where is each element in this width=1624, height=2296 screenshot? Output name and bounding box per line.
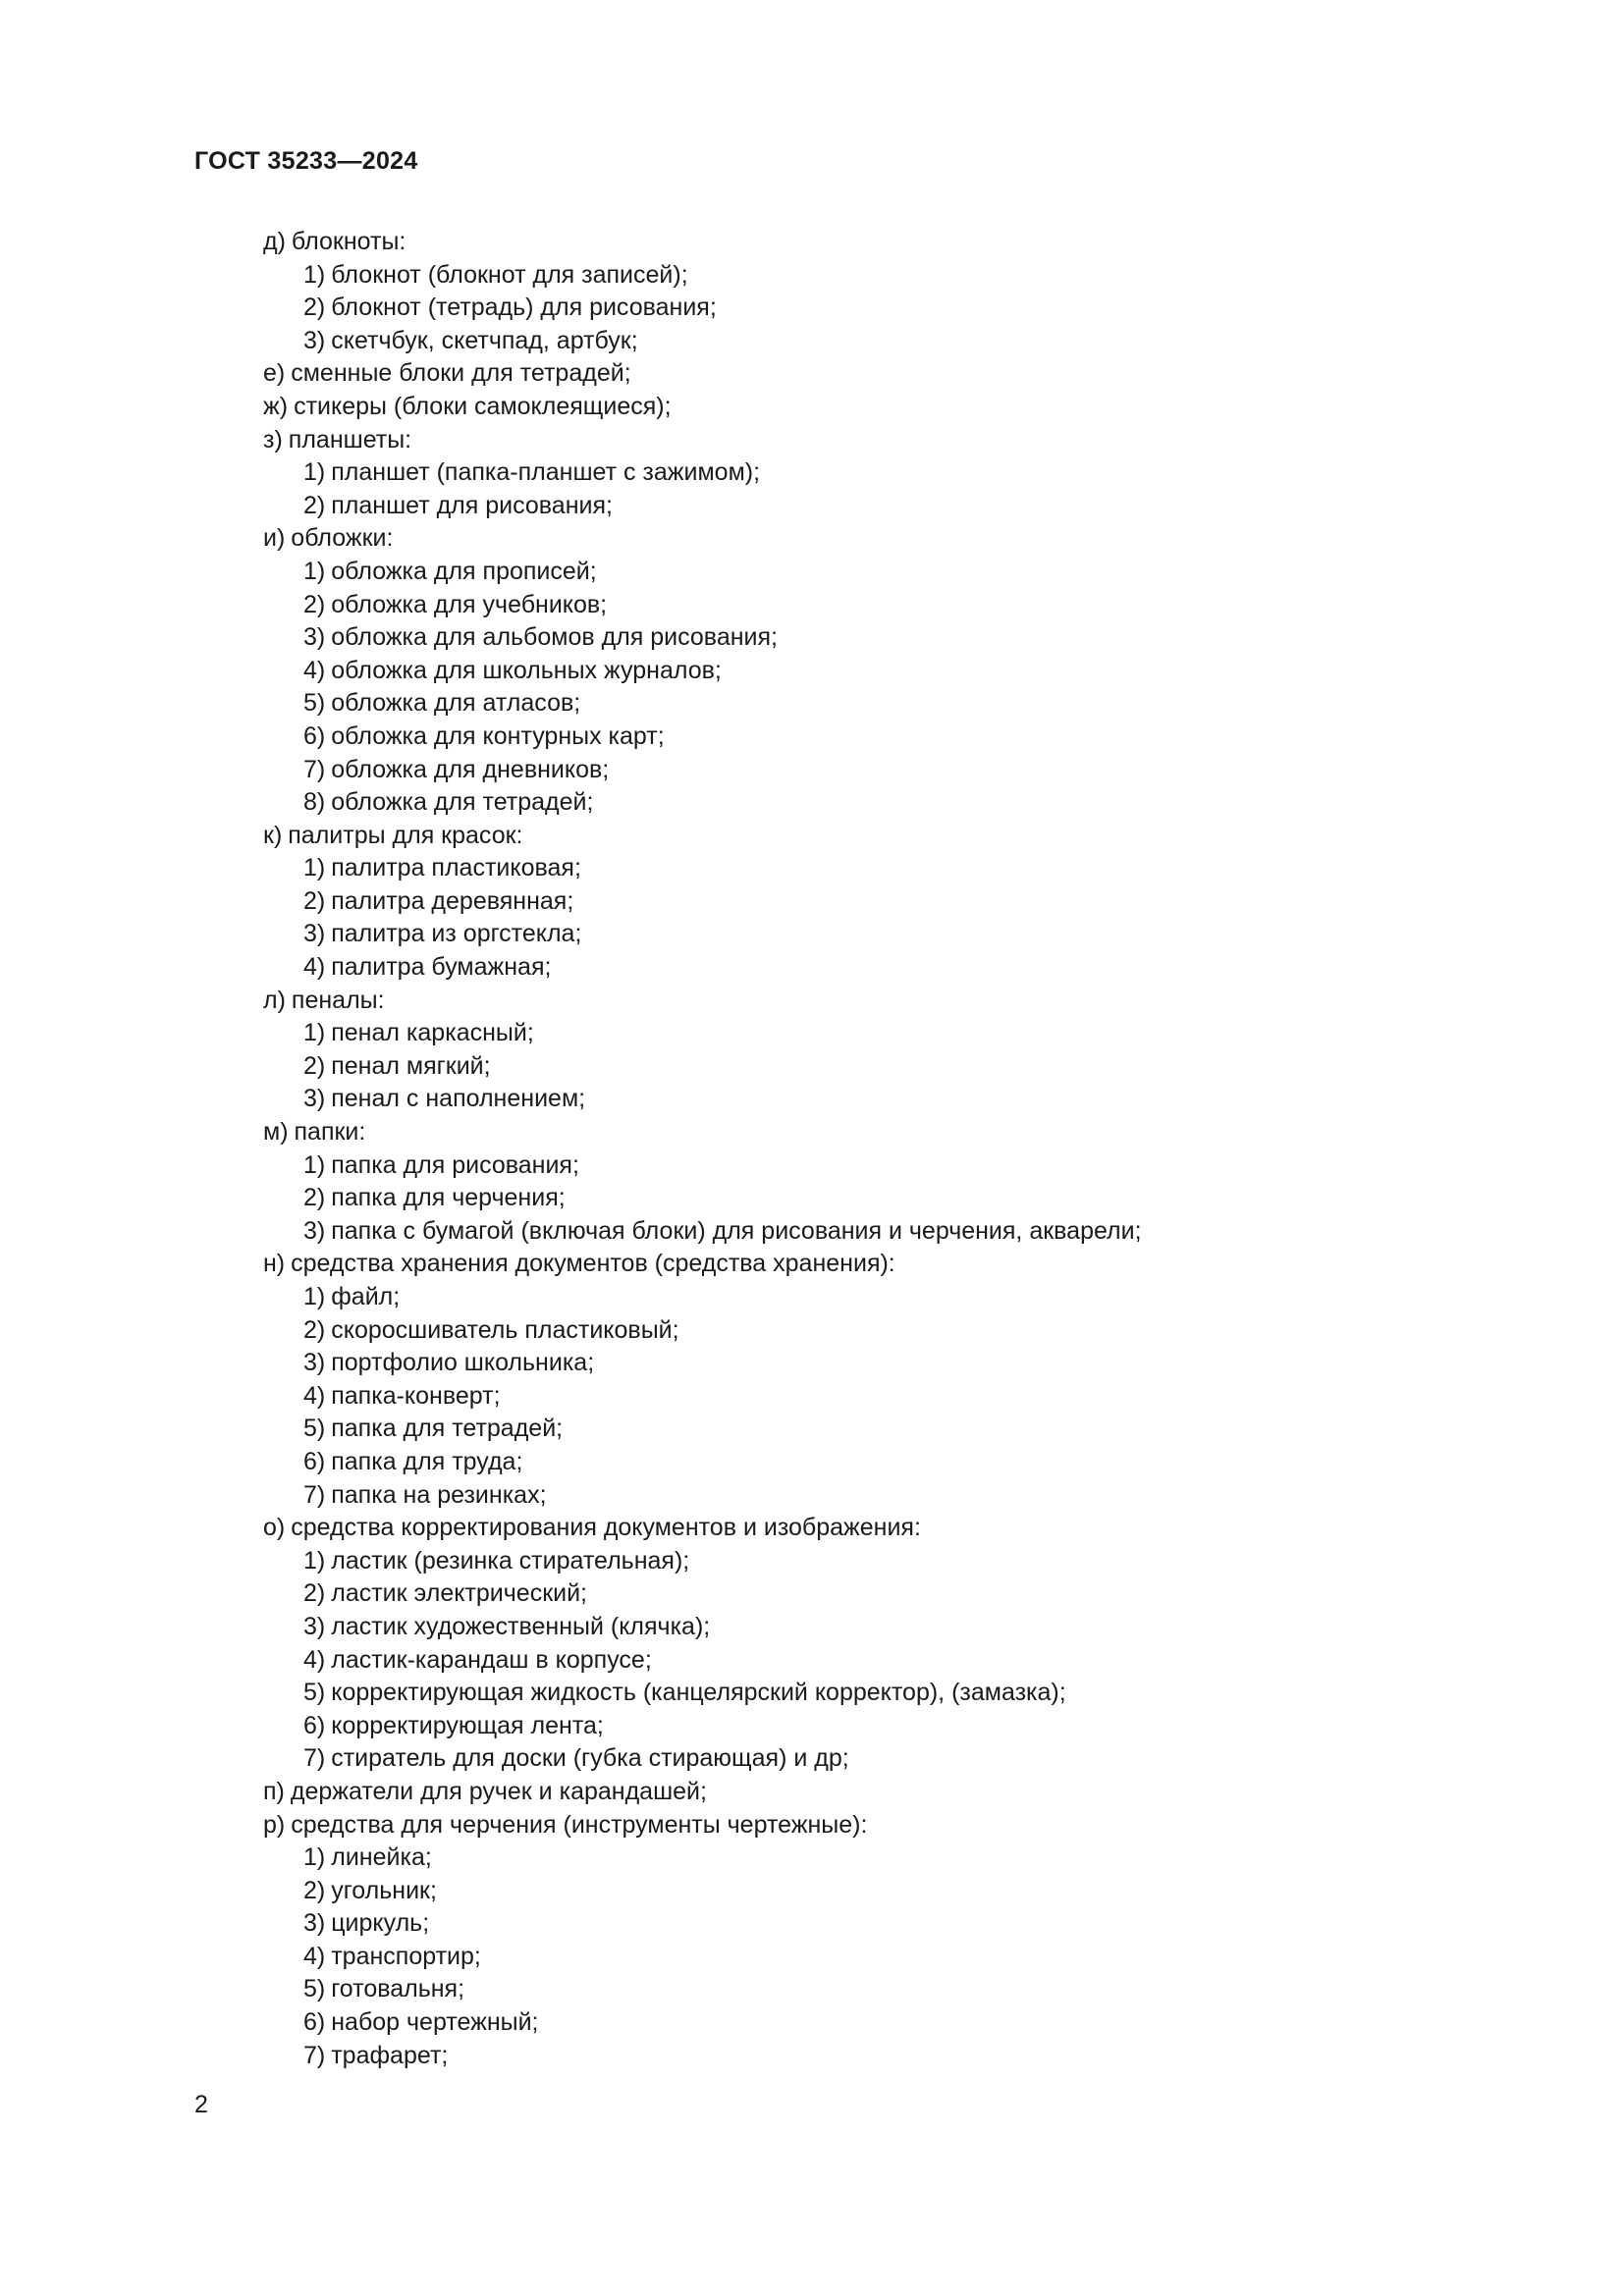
list-marker: 4) <box>303 1381 326 1410</box>
list-item-text: скетчбук, скетчпад, артбук; <box>331 326 638 354</box>
list-item-text: сменные блоки для тетрадей; <box>291 359 631 388</box>
list-marker: 3) <box>303 326 326 354</box>
list-item-text: ластик (резинка стирательная); <box>331 1546 690 1575</box>
list-item-text: папка для черчения; <box>331 1184 566 1212</box>
list-item-text: скоросшиватель пластиковый; <box>331 1315 679 1344</box>
list-item-text: циркуль; <box>331 1909 430 1938</box>
document-header: ГОСТ 35233—2024 <box>194 147 418 175</box>
list-marker: 3) <box>303 1909 326 1938</box>
list-item-text: пенал с наполнением; <box>331 1085 586 1113</box>
list-subitem <box>263 1347 1481 1380</box>
list-marker: 5) <box>303 1415 326 1443</box>
list-subitem <box>263 1545 1481 1578</box>
list-marker: 5) <box>303 1975 326 2003</box>
list-marker: 3) <box>303 1085 326 1113</box>
list-item-text: планшет для рисования; <box>331 491 613 519</box>
list-item <box>263 1248 1481 1281</box>
list-marker: м) <box>263 1118 289 1147</box>
list-subitem <box>263 1215 1481 1249</box>
list-marker: 2) <box>303 1315 326 1344</box>
list-subitem <box>263 490 1481 523</box>
list-item <box>263 1776 1481 1809</box>
list-item-text: портфолио школьника; <box>331 1349 595 1377</box>
list-marker: 1) <box>303 260 326 289</box>
list-subitem <box>263 2040 1481 2073</box>
list-marker: 2) <box>303 294 326 322</box>
list-marker: 6) <box>303 2008 326 2037</box>
list-subitem <box>263 1677 1481 1710</box>
list-marker: 1) <box>303 1546 326 1575</box>
list-subitem <box>263 885 1481 919</box>
list-subitem <box>263 1182 1481 1215</box>
list-item-text: обложка для школьных журналов; <box>331 656 722 684</box>
list-subitem <box>263 1479 1481 1513</box>
list-item-text: стикеры (блоки самоклеящиеся); <box>294 392 672 420</box>
list-subitem <box>263 259 1481 293</box>
list-item-text: корректирующая жидкость (канцелярский корректор), (замазка); <box>331 1679 1066 1707</box>
list-marker: 4) <box>303 656 326 684</box>
list-item-text: файл; <box>331 1283 401 1310</box>
list-marker: 1) <box>303 854 326 882</box>
list-item-text: пенал каркасный; <box>331 1019 534 1047</box>
list-marker: ж) <box>263 392 289 420</box>
list-marker: п) <box>263 1777 285 1805</box>
list-item <box>263 1809 1481 1842</box>
list-marker: 2) <box>303 1051 326 1080</box>
list-subitem <box>263 1611 1481 1644</box>
list-item-text: линейка; <box>331 1843 432 1872</box>
list-item <box>263 522 1481 556</box>
list-subitem <box>263 2006 1481 2040</box>
list-item-text: обложка для альбомов для рисования; <box>331 623 778 652</box>
list-item-text: палитра пластиковая; <box>331 854 581 882</box>
list-item-text: обложка для тетрадей; <box>331 788 594 817</box>
list-marker: 7) <box>303 2041 326 2069</box>
list-marker: 3) <box>303 1349 326 1377</box>
list-marker: 4) <box>303 1645 326 1674</box>
list-subitem <box>263 1842 1481 1875</box>
list-subitem <box>263 1083 1481 1116</box>
list-item-text: папки: <box>294 1118 366 1147</box>
list-item <box>263 226 1481 259</box>
list-subitem <box>263 325 1481 358</box>
list-marker: р) <box>263 1810 286 1839</box>
list-marker: 3) <box>303 920 326 948</box>
list-marker: 3) <box>303 623 326 652</box>
list-marker: к) <box>263 821 283 849</box>
list-marker: 8) <box>303 788 326 817</box>
list-item-text: палитры для красок: <box>288 821 523 849</box>
list-item-text: папка для тетрадей; <box>331 1415 564 1443</box>
list-marker: 1) <box>303 1843 326 1872</box>
list-item-text: транспортир; <box>331 1942 481 1970</box>
list-marker: 2) <box>303 1184 326 1212</box>
list-item <box>263 424 1481 457</box>
list-item-text: планшеты: <box>288 425 412 454</box>
list-item-text: средства для черчения (инструменты чертежные): <box>291 1810 868 1839</box>
list-marker: д) <box>263 228 286 255</box>
list-marker: 1) <box>303 1283 326 1310</box>
list-item <box>263 357 1481 391</box>
list-marker: 5) <box>303 1679 326 1707</box>
list-item-text: держатели для ручек и карандашей; <box>290 1777 707 1805</box>
list-item <box>263 1512 1481 1545</box>
list-item-text: корректирующая лента; <box>331 1711 604 1739</box>
list-item-text: пенал мягкий; <box>331 1051 491 1080</box>
list-item-text: папка-конверт; <box>331 1381 501 1410</box>
list-marker: 3) <box>303 1216 326 1245</box>
list-subitem <box>263 1907 1481 1941</box>
list-item-text: обложка для контурных карт; <box>331 721 665 750</box>
list-subitem <box>263 852 1481 885</box>
list-item-text: палитра деревянная; <box>331 886 574 915</box>
page-number: 2 <box>194 2091 208 2118</box>
list-subitem <box>263 1380 1481 1414</box>
list-marker: 2) <box>303 886 326 915</box>
list-item-text: стиратель для доски (губка стирающая) и др; <box>331 1744 849 1773</box>
list-marker: и) <box>263 524 286 553</box>
list-marker: 6) <box>303 1447 326 1475</box>
list-marker: 6) <box>303 1711 326 1739</box>
list-item <box>263 391 1481 424</box>
list-subitem <box>263 918 1481 951</box>
list-subitem <box>263 1149 1481 1183</box>
list-item-text: блокнот (блокнот для записей); <box>331 260 688 289</box>
list-subitem <box>263 1973 1481 2006</box>
list-subitem <box>263 456 1481 490</box>
list-item-text: планшет (папка-планшет с зажимом); <box>331 458 761 487</box>
list-subitem <box>263 1314 1481 1348</box>
list-item-text: блокноты: <box>291 228 406 255</box>
list-item-text: папка с бумагой (включая блоки) для рисования и черчения, акварели; <box>331 1216 1142 1245</box>
list-item-text: обложка для дневников; <box>331 755 610 783</box>
list-subitem <box>263 1577 1481 1611</box>
list-item <box>263 820 1481 853</box>
list-item <box>263 985 1481 1018</box>
list-marker: 3) <box>303 1612 326 1640</box>
list-marker: 2) <box>303 491 326 519</box>
list-marker: н) <box>263 1250 286 1278</box>
list-subitem <box>263 951 1481 985</box>
list-item-text: блокнот (тетрадь) для рисования; <box>331 294 717 322</box>
list-subitem <box>263 1413 1481 1446</box>
list-marker: 4) <box>303 953 326 982</box>
list-subitem <box>263 621 1481 655</box>
list-marker: 7) <box>303 755 326 783</box>
list-item-text: средства хранения документов (средства хранения): <box>291 1250 895 1278</box>
list-item-text: обложка для атласов; <box>331 689 581 718</box>
list-marker: е) <box>263 359 286 388</box>
list-marker: 1) <box>303 1150 326 1179</box>
list-subitem <box>263 1050 1481 1084</box>
list-subitem <box>263 1875 1481 1908</box>
list-subitem <box>263 1941 1481 1974</box>
list-item-text: обложка для учебников; <box>331 590 608 618</box>
list-marker: 7) <box>303 1480 326 1509</box>
list-item-text: готовальня; <box>331 1975 465 2003</box>
list-item <box>263 1116 1481 1149</box>
list-marker: 6) <box>303 721 326 750</box>
list-subitem <box>263 1710 1481 1743</box>
list-item-text: палитра из оргстекла; <box>331 920 582 948</box>
list-item-text: ластик электрический; <box>331 1579 588 1608</box>
list-subitem <box>263 1446 1481 1479</box>
list-marker: 2) <box>303 1579 326 1608</box>
list-subitem <box>263 687 1481 721</box>
list-item-text: пеналы: <box>291 986 385 1014</box>
list-item-text: ластик-карандаш в корпусе; <box>331 1645 652 1674</box>
list-item-text: набор чертежный; <box>331 2008 539 2037</box>
list-subitem <box>263 721 1481 754</box>
list-item-text: трафарет; <box>331 2041 449 2069</box>
list-subitem <box>263 786 1481 820</box>
list-subitem <box>263 556 1481 589</box>
list-marker: л) <box>263 986 286 1014</box>
list-subitem <box>263 292 1481 325</box>
list-item-text: палитра бумажная; <box>331 953 552 982</box>
list-marker: 1) <box>303 458 326 487</box>
list-marker: 7) <box>303 1744 326 1773</box>
list-subitem <box>263 1742 1481 1776</box>
list-item-text: обложка для прописей; <box>331 557 597 585</box>
list-marker: 2) <box>303 1876 326 1904</box>
list-item-text: папка для труда; <box>331 1447 523 1475</box>
list-subitem <box>263 1281 1481 1314</box>
list-item-text: ластик художественный (клячка); <box>331 1612 711 1640</box>
list-subitem <box>263 754 1481 787</box>
list-subitem <box>263 589 1481 622</box>
list-marker: 1) <box>303 557 326 585</box>
list-item-text: папка для рисования; <box>331 1150 579 1179</box>
list-marker: 1) <box>303 1019 326 1047</box>
list-item-text: обложки: <box>291 524 394 553</box>
list-marker: 4) <box>303 1942 326 1970</box>
list-marker: 5) <box>303 689 326 718</box>
list-subitem <box>263 655 1481 688</box>
list-marker: з) <box>263 425 283 454</box>
list-marker: о) <box>263 1514 286 1542</box>
list-marker: 2) <box>303 590 326 618</box>
item-list <box>263 226 1481 2072</box>
list-subitem <box>263 1644 1481 1678</box>
list-item-text: угольник; <box>331 1876 437 1904</box>
list-subitem <box>263 1017 1481 1050</box>
list-item-text: средства корректирования документов и изображения: <box>291 1514 921 1542</box>
list-item-text: папка на резинках; <box>331 1480 547 1509</box>
